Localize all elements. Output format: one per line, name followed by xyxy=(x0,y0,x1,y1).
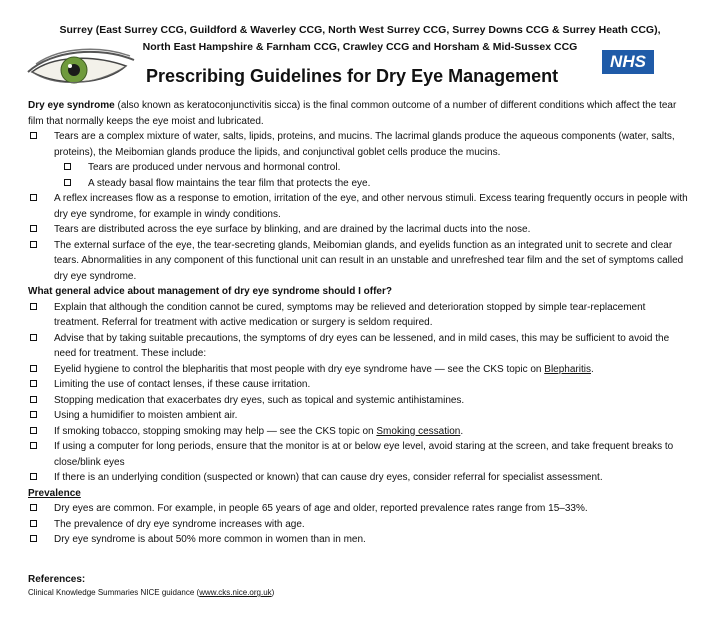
checkbox-bullet-icon xyxy=(30,427,37,434)
checkbox-bullet-icon xyxy=(30,241,37,248)
checkbox-bullet-icon xyxy=(30,411,37,418)
sub-list-item: Tears are produced under nervous and hormonal control. xyxy=(28,160,693,176)
checkbox-bullet-icon xyxy=(30,442,37,449)
blepharitis-link[interactable]: Blepharitis xyxy=(544,363,591,375)
list-item: If there is an underlying condition (suspected or known) that can cause dry eyes, consider referral for specialist assessment. xyxy=(28,470,693,486)
advice-heading: What general advice about management of dry eye syndrome should I offer? xyxy=(28,286,392,297)
reference-line: Clinical Knowledge Summaries NICE guidance (www.cks.nice.org.uk) xyxy=(28,588,275,597)
checkbox-bullet-icon xyxy=(30,334,37,341)
list-item: Dry eye syndrome is about 50% more common in women than in men. xyxy=(28,532,693,548)
list-item: Explain that although the condition cannot be cured, symptoms may be relieved and deterioration stopped by simple tear-replacement treatment. Referral for treatment with active medication or surgery is seldom required. xyxy=(28,300,693,331)
checkbox-bullet-icon xyxy=(30,225,37,232)
list-item: The prevalence of dry eye syndrome increases with age. xyxy=(28,517,693,533)
list-item: If smoking tobacco, stopping smoking may help — see the CKS topic on Smoking cessation. xyxy=(28,424,693,440)
sub-list-item: A steady basal flow maintains the tear film that protects the eye. xyxy=(28,176,693,192)
list-item: Limiting the use of contact lenses, if these cause irritation. xyxy=(28,377,693,393)
checkbox-bullet-icon xyxy=(30,303,37,310)
checkbox-bullet-icon xyxy=(30,365,37,372)
list-item: Eyelid hygiene to control the blepharitis that most people with dry eye syndrome have — see the CKS topic on Blepharitis. xyxy=(28,362,693,378)
nhs-logo: NHS xyxy=(602,50,654,74)
list-item: Stopping medication that exacerbates dry eyes, such as topical and systemic antihistamines. xyxy=(28,393,693,409)
checkbox-bullet-icon xyxy=(30,396,37,403)
references-heading: References: xyxy=(28,573,86,585)
list-item: Tears are a complex mixture of water, salts, lipids, proteins, and mucins. The lacrimal glands produce the aqueous components (water, salts, proteins), the Meibomian glands produce the lipids, and conjunctival goblet cells produce the mucins. xyxy=(28,129,693,160)
org-line-2: North East Hampshire & Farnham CCG, Crawley CCG and Horsham & Mid-Sussex CCG xyxy=(142,41,578,53)
checkbox-bullet-icon xyxy=(30,194,37,201)
checkbox-bullet-icon xyxy=(30,380,37,387)
checkbox-bullet-icon xyxy=(64,163,71,170)
cks-link[interactable]: www.cks.nice.org.uk xyxy=(199,588,272,597)
list-item: The external surface of the eye, the tear-secreting glands, Meibomian glands, and eyelids function as an integrated unit to secrete and clear tears. Abnormalities in any component of this functional unit can result in an unstable and unrefreshed tear film and the set of symptoms called dry eye syndrome. xyxy=(28,238,693,285)
list-item: Tears are distributed across the eye surface by blinking, and are drained by the lacrimal ducts into the nose. xyxy=(28,222,693,238)
intro-paragraph xyxy=(28,98,693,129)
intro-term: Dry eye syndrome xyxy=(28,100,115,111)
eye-icon xyxy=(22,44,140,92)
checkbox-bullet-icon xyxy=(30,473,37,480)
checkbox-bullet-icon xyxy=(30,535,37,542)
checkbox-bullet-icon xyxy=(64,179,71,186)
page-title: Prescribing Guidelines for Dry Eye Management xyxy=(146,66,559,86)
prevalence-heading: Prevalence xyxy=(28,487,81,499)
checkbox-bullet-icon xyxy=(30,520,37,527)
intro-text: (also known as keratoconjunctivitis sicca) is the final common outcome of a number of different conditions which affect the tear film that normally keeps the eye moist and lubricated. xyxy=(28,100,677,127)
list-item: A reflex increases flow as a response to emotion, irritation of the eye, and other nervous stimuli. Excess tearing frequently occurs in people with dry eye syndrome, for example in windy conditions. xyxy=(28,191,693,222)
checkbox-bullet-icon xyxy=(30,132,37,139)
list-item: If using a computer for long periods, ensure that the monitor is at or below eye level, avoid staring at the screen, and take frequent breaks to close/blink eyes xyxy=(28,439,693,470)
list-item: Dry eyes are common. For example, in people 65 years of age and older, reported prevalence rates range from 15–33%. xyxy=(28,501,693,517)
document-body xyxy=(28,98,693,599)
list-item: Using a humidifier to moisten ambient air. xyxy=(28,408,693,424)
list-item: Advise that by taking suitable precautions, the symptoms of dry eyes can be lessened, and in mild cases, this may be sufficient to avoid the need for treatment. These include: xyxy=(28,331,693,362)
smoking-cessation-link[interactable]: Smoking cessation xyxy=(376,425,461,437)
checkbox-bullet-icon xyxy=(30,504,37,511)
org-line-1: Surrey (East Surrey CCG, Guildford & Waverley CCG, North West Surrey CCG, Surrey Downs CCG & Surrey Heath CCG), xyxy=(59,24,661,36)
